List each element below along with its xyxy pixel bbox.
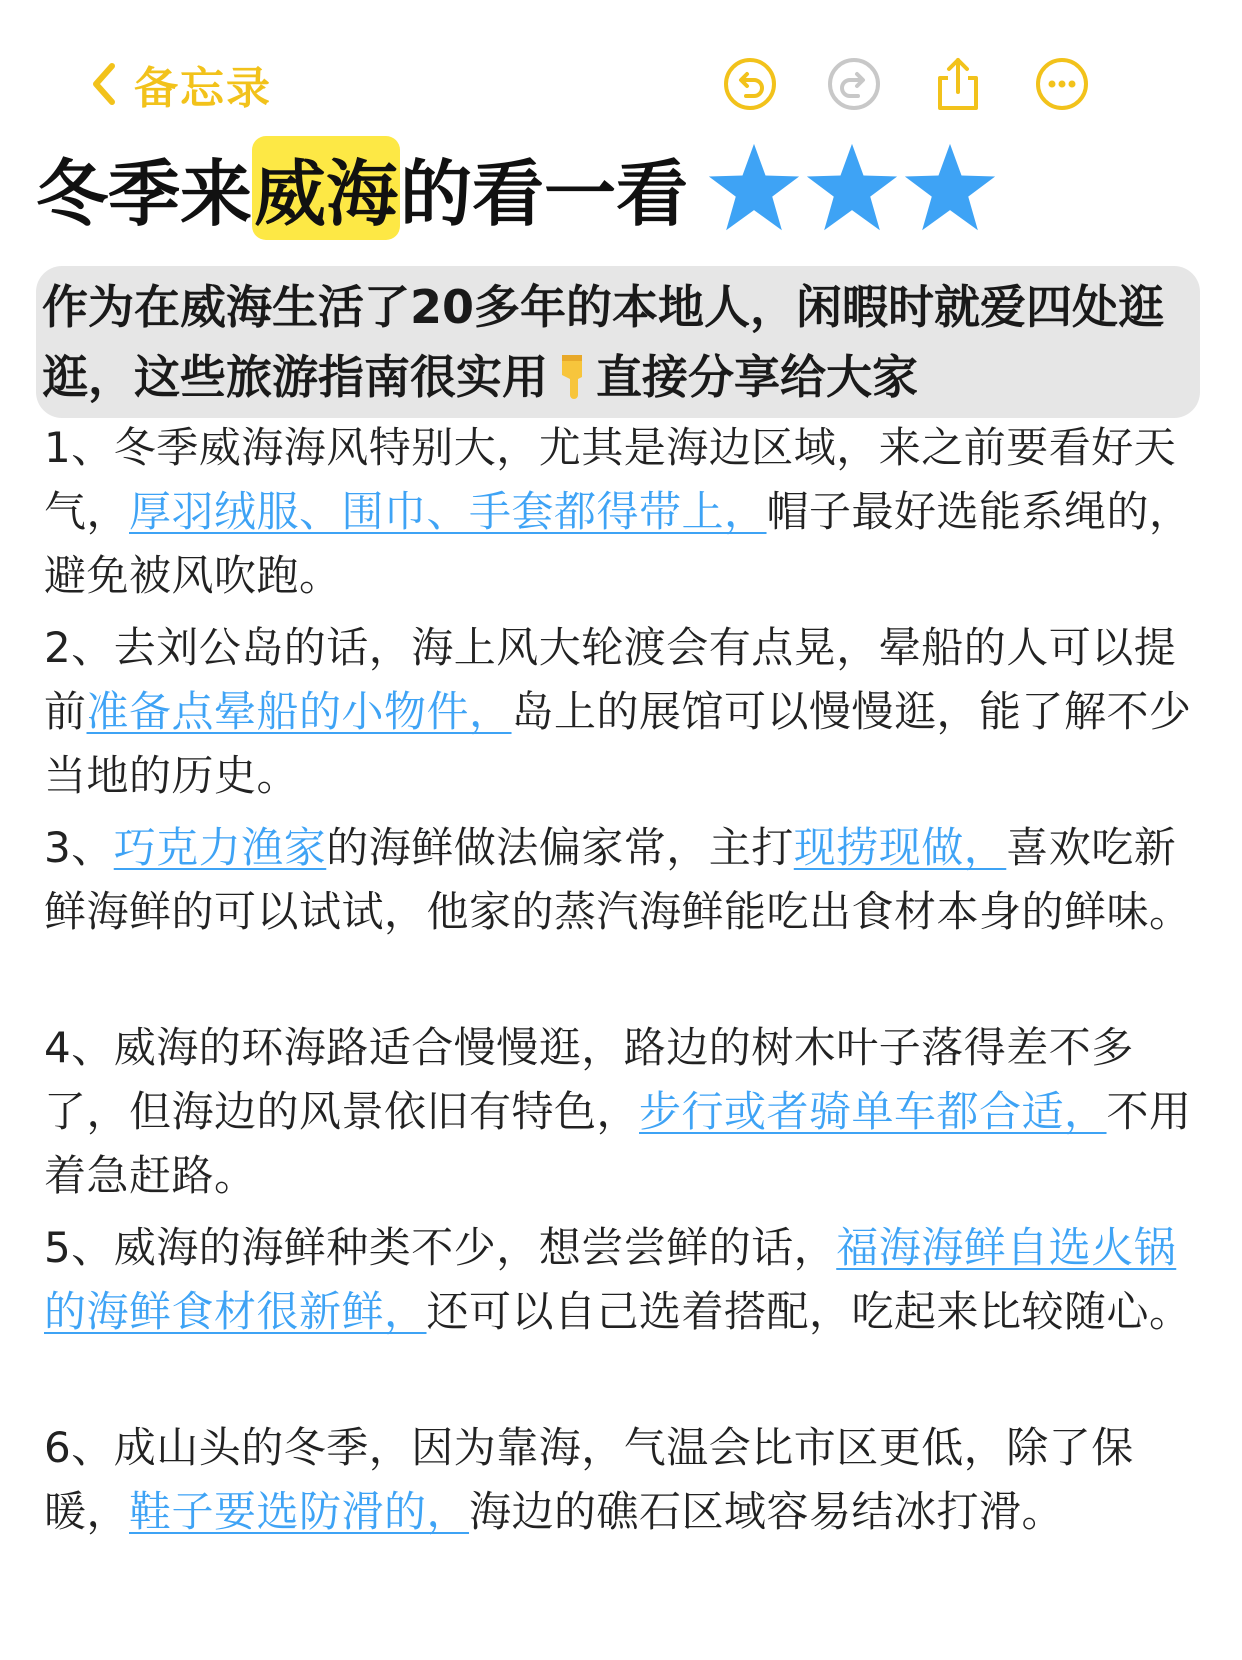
tip-item-4: 4、威海的环海路适合慢慢逛，路边的树木叶子落得差不多了，但海边的风景依旧有特色，步行或者骑单车都合适，不用着急赶路。 <box>44 1023 1192 1200</box>
intro-text-part1: 作为在威海生活了20多年的本地人，闲暇时就爱四处逛逛，这些旅游指南很实用 <box>42 280 1165 404</box>
more-icon <box>1034 56 1090 112</box>
tip-link[interactable]: 巧克力渔家 <box>113 823 327 872</box>
more-button[interactable] <box>1034 56 1090 112</box>
undo-button[interactable] <box>722 56 778 112</box>
tip-item-1: 1、冬季威海海风特别大，尤其是海边区域，来之前要看好天气，厚羽绒服、围巾、手套都得带上，帽子最好选能系绳的，避免被风吹跑。 <box>44 423 1192 600</box>
star-icon <box>706 140 802 236</box>
redo-icon <box>826 56 882 112</box>
share-icon <box>930 56 986 112</box>
star-icon <box>902 140 998 236</box>
tip-link[interactable]: 步行或者骑单车都合适， <box>639 1087 1107 1136</box>
back-button[interactable] <box>86 52 272 116</box>
title-text-after: 的看一看 <box>400 152 689 236</box>
chevron-left-icon <box>86 60 120 108</box>
tip-item-2: 2、去刘公岛的话，海上风大轮渡会有点晃，晕船的人可以提前准备点晕船的小物件，岛上的展馆可以慢慢逛，能了解不少当地的历史。 <box>44 623 1192 800</box>
tip-link[interactable]: 厚羽绒服、围巾、手套都得带上， <box>129 487 767 536</box>
redo-button[interactable] <box>826 56 882 112</box>
tip-link[interactable]: 现捞现做， <box>793 823 1007 872</box>
title-text-before: 冬季来 <box>36 152 253 236</box>
intro-highlight-block <box>36 266 1200 418</box>
star-rating <box>706 140 1000 236</box>
star-icon <box>804 140 900 236</box>
undo-icon <box>722 56 778 112</box>
tip-item-5: 5、威海的海鲜种类不少，想尝尝鲜的话，福海海鲜自选火锅的海鲜食材很新鲜，还可以自己选着搭配，吃起来比较随心。 <box>44 1223 1192 1336</box>
share-button[interactable] <box>930 56 986 112</box>
pointing-down-emoji-icon <box>554 351 590 401</box>
page-title <box>36 138 1000 238</box>
tip-item-6: 6、成山头的冬季，因为靠海，气温会比市区更低，除了保暖，鞋子要选防滑的，海边的礁石区域容易结冰打滑。 <box>44 1423 1134 1536</box>
tip-link[interactable]: 准备点晕船的小物件， <box>86 687 512 736</box>
nav-bar <box>0 0 1242 150</box>
back-label: 备忘录 <box>134 63 272 114</box>
intro-text-part2: 直接分享给大家 <box>596 350 918 404</box>
tip-link[interactable]: 福海海鲜自选火锅的海鲜食材很新鲜， <box>44 1223 1177 1336</box>
tip-link[interactable]: 鞋子要选防滑的， <box>129 1487 470 1536</box>
title-highlight: 威海 <box>252 136 400 240</box>
tip-item-3: 3、巧克力渔家的海鲜做法偏家常，主打现捞现做，喜欢吃新鲜海鲜的可以试试，他家的蒸汽海鲜能吃出食材本身的鲜味。 <box>44 823 1192 936</box>
